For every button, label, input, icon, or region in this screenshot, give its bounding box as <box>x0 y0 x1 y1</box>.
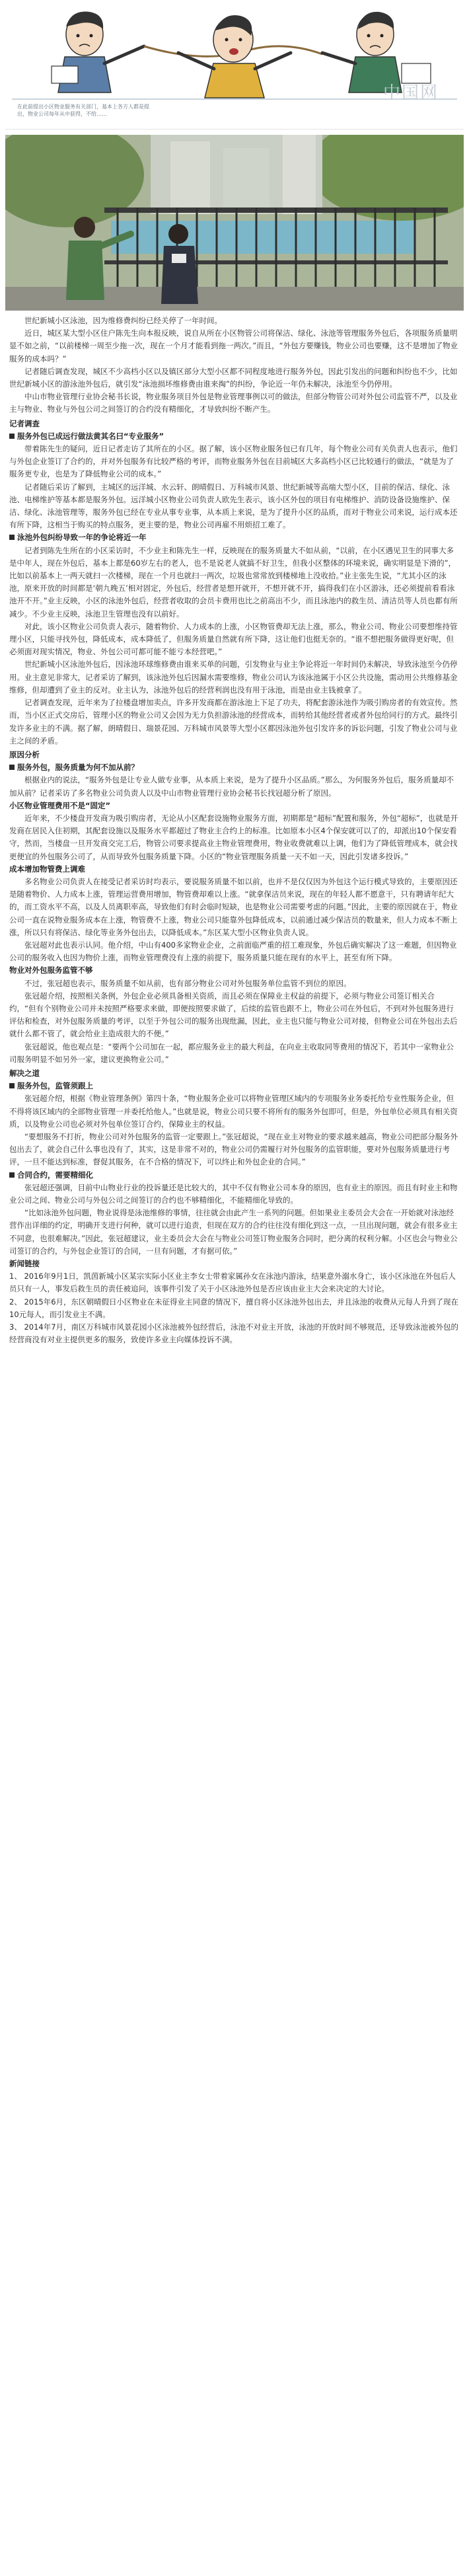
sub-heading-text: 服务外包，监管须跟上 <box>17 1081 93 1091</box>
body-paragraph: 记者随后采访了解到，主城区的远洋城、水云轩、朗晴假日、万科城市风景、世纪新城等高端大型小区，目前的保洁、绿化、泳池、电梯维护等基本都是服务外包。远洋城小区物业公司负责人欧先生表示，该小区外包的项目有电梯维护、消防设备设施维护、保洁、绿化、泳池管理等，服务外包已经在专业从事专业事，从本质上来说，是为了提升小区的品质，而对于物业公司来说，运行成本还有所下降，这相当于购买的特点服务，更主要的是，物业公司再雇不用烦招工难了。 <box>9 482 458 530</box>
photo-drawing <box>5 135 464 311</box>
sub-heading-text: 服务外包，服务质量为何不加从前？ <box>17 763 139 773</box>
sub-heading-text: 合同合约，需要精细化 <box>17 1170 93 1180</box>
watermark-logo: 中国网 <box>382 83 439 103</box>
sub-heading <box>9 761 460 774</box>
body-paragraph: “比如泳池外包问题，物业说得是泳池维修的事情，往往就会由此产生一系列的问题。但如果业主委员会大会在一开始就对泳池经营作出详细的约定，明确开支进行何种，就可以进行追责，但现在双方的合约往往没有细化到这一点，一旦出现问题，就会有很多业主不同意，也很难解决。”因此，张冠超建议，业主委员会大会在与物业公司签订物业服务合同时，把分离的权利分解。小区也会与物业公司签订的合约，与外包企业签订的合同，一旦有问题，才有据可依。” <box>9 1208 458 1256</box>
intro-paragraph: 世纪新城小区泳池，因为维修费纠纷已经关停了一年时间。 <box>24 316 222 325</box>
intro-paragraph: 记者随后调查发现，城区不少高档小区以及镇区部分大型小区都不同程度地进行服务外包，因此引发出的问题和纠纷也不少，比如世纪新城小区的游泳池外包后，就引发“泳池损坏维修费由谁来掏”的纠纷，争论近一年仍未解决，泳池至今仍停用。 <box>9 366 458 389</box>
sub-heading <box>9 430 460 443</box>
minor-heading: 物业对外包服务监管不够 <box>9 966 93 975</box>
body-paragraph: 多名物业公司负责人在接受记者采访时均表示，要说服务质量不如以前，也并不是仅仅因为外包这个运行模式导致的，主要原因还是随着物价、人力成本上涨，管理运营费用增加，物管费却难以上涨。“就拿保洁员来说，现在的年轻人都不愿意干，只有聘请年纪大的，而工资水平不高，以及人员离职率高，导致他们有时会临时短缺，也是物业公司需要考虑的问题。”因此，主要的原因就在于，物业公司一直在说物业服务成本在上涨，物管费不上涨，物业公司只能靠外包降低成本，以前通过减少保洁员的数量来，但人力成本不断上涨，所以只有将保洁、绿化等业务外包出去，以降低成本。”东区某大型小区物业负责人说。 <box>9 876 458 937</box>
numbered-item: 1、 2016年9月1日，凯茵新城小区某宗实际小区业主李女士带着家属孙女在泳池内游泳，结果意外溺水身亡，该小区泳池在外包后人员只有一人，事发后救生员的责任被追问，该事件引发了关于小区泳池外包是否应该由业主大会来决定的大讨论。 <box>9 1271 456 1294</box>
article-body <box>5 311 464 1346</box>
cartoon-right-man <box>322 12 431 93</box>
body-paragraph: 记者到陈先生所在的小区采访时，不少业主和陈先生一样，反映现在的服务质量大不如从前，“以前，在小区遇见卫生的同事大多是中年人，现在外包后，基本上都是60岁左右的老人，也不是说老人就搞不好卫生，但我小区整体的环境来说，确实明显是下滑的”，比如以前基本上一两天就扫一次楼梯，现在一个月也就扫一两次，垃圾也常常放到楼梯地上没收拾。”业主张先生说，“尤其小区的泳池，原来开放的时间都是‘朝九晚五’相对固定，外包后，经营者是想开就开，不想开就不开，搞得我们在小区游泳，还必须提前看看泳池开不开。”业主反映，小区的泳池外包后，经营者收取的会员卡费用也比之前高出不少，而且泳池内的救生员、清洁员等人员也都有所减少。不少业主反映，泳池卫生管理也没有以前好。 <box>9 545 458 619</box>
cartoon-left-man <box>52 11 144 93</box>
sub-heading-text: 服务外包已成远行做法黄其名曰“专业服务” <box>17 431 164 441</box>
square-bullet-icon <box>9 1083 15 1088</box>
body-paragraph: 张冠超对此也表示认同。他介绍，中山有400多家物业企业，之前面临严重的招工难现象，外包后确实解决了这一难题，但因物业公司的服务收入也因为物价上涨，而物业管理费没有上涨的前提下，服务质量只能在现有的水平上，甚至有所下降。 <box>9 940 457 963</box>
body-paragraph: 记者调查发现，近年来为了拉楼盘增加卖点，许多开发商都在游泳池上下足了功夫，将配套游泳池作为吸引购房者的有效宣传。然而，当小区正式交房后，管理小区的物业公司又会因为无力负担游泳池的经营成本，而转给其他经营者或者外包给同行的方式。最终引发许多业主的不满。据了解，朗晴假日、瑞景花园、万科城市风景等大型小区都因泳池外包引发许多的诉讼问题，引发了物业公司与业主之间的矛盾。 <box>9 698 458 745</box>
square-bullet-icon <box>9 535 15 540</box>
section-heading: 原因分析 <box>9 749 40 759</box>
body-paragraph: 张冠超还强调，目前中山物业行业的投诉量还是比较大的，其中不仅有物业公司本身的原因，也有业主的原因。而且有时业主和物业公司之间、物业公司与外包公司之间签订的合约也不够精细化，不能精细化导致的。 <box>9 1182 458 1205</box>
minor-heading: 成本增加物管费上调难 <box>9 864 85 874</box>
news-photo <box>5 135 464 311</box>
sub-heading <box>9 1080 460 1092</box>
minor-heading: 小区物业管理费用不是“固定” <box>9 800 111 810</box>
intro-paragraph: 近日，城区某大型小区住户陈先生向本报反映，说自从所在小区物管公司将保洁、绿化、泳池等管理服务外包后，各项服务质量明显不如之前，“以前楼梯一周至少拖一次，现在一个月才能看到拖一两次。”而且，“外包方要赚钱，物业公司也要赚，这不是增加了物业服务的成本吗？” <box>9 328 458 363</box>
body-paragraph: 世纪新城小区泳池外包后，因泳池环球维修费由谁来买单的问题，引发物业与业主争论将近一年时间仍未解决，导致泳池至今仍停用。业主意见非常大，记者采访了解到，该泳池外包后因漏水需要维修，物业公司认为该泳池属于小区公共设施，需动用公共维修基金维修，但却遭到了业主的反对。业主认为，泳池外包后的经营利润也没有用于泳池，而是由业主钱被拿了。 <box>9 660 458 695</box>
body-paragraph: 张冠超说，他也观点是：“要两个公司加在一起，都应服务业主的最大利益，在向业主收取同等费用的情况下，若其中一家物业公司服务明显不如另外一家，建议更换物业公司。” <box>9 1042 454 1064</box>
body-paragraph: “要想服务不打折，物业公司对外包服务的监管一定要跟上。”张冠超说，“现在业主对物业的要求越来越高，物业公司把部分服务外包出去了，就会自己什么事也没有了，其实，这是非常不对的，物业公司仍需履行对外包服务的监管职能，要对外包服务质量进行考评，一旦不能达到标准，督促其服务，在不合格的情况下，可以终止和外包企业的合同。” <box>9 1132 458 1167</box>
sub-heading <box>9 1169 460 1182</box>
intro-paragraph: 中山市物业管理行业协会秘书长说，物业服务项目外包是物业管理事例以可的做法，但部分物管公司对外包公司监管不严，以及业主与物业、物业与外包公司之间签订的合约没有精细化，才导致纠纷不断产生。 <box>9 392 458 414</box>
square-bullet-icon <box>9 434 15 439</box>
section-heading: 解决之道 <box>9 1068 40 1078</box>
body-paragraph: 张冠超介绍，根据《物业管理条例》第四十条，“物业服务企业可以将物业管理区域内的专项服务业务委托给专业性服务企业，但不得将该区域内的全部物业管理一并委托给他人。”也就是说，物业公司只要不将所有的服务外包即可，但是，外包单位必须具有相关资质，以及物业公司也必须对外包单位签订合约，保障业主的权益。 <box>9 1094 458 1129</box>
cartoon-note: 在此前提出小区物业服务有关部门，基本上各方人都是提出，物业公司每年从中获得，不给…… <box>17 104 149 117</box>
body-paragraph: 对此，该小区物业公司负责人表示，随着物价、人力成本的上涨，小区物管费却无法上涨，那么，物业公司、物业公司要想维持管理小区，只能寻找外包，降低成本，成本降低了，但服务质量自然就有所下降，这让他们也挺无奈的。“谁不想把服务做得更好呢，但必须面对现实情况，物业、外包公司可都可能不能亏本经营吧。” <box>9 621 458 657</box>
sub-heading <box>9 531 460 544</box>
body-paragraph: 近年来，不少楼盘开发商为吸引购房者，无论从小区配套设施物业服务方面，初期都是“超标”配置和服务，外包“超标”，也就是开发商在居民入住初期，其配套设施以及服务水平都超过了物业主合约上的标准。比如原本小区4个保安就可以了的，却派出10个保安看守，然而，当楼盘一旦开发商交完工后，物管公司要求提高业主物业管理费用，物业收费就难以上调，他们为了降低管理成本，就会找更便宜的外包服务公司了，从而导致外包服务质量下降。小区的“物业管理服务质量一天不如一天，因此引发诸多投诉。” <box>9 813 458 861</box>
body-paragraph: 根据业内的说法，“服务外包是让专业人做专业事，从本质上来说，是为了提升小区品质。”那么，为何服务外包后，服务质量却不加从前？记者采访了多名物业公司负责人以及中山市物业管理行业协会秘书长找冠超分析了原因。 <box>9 775 454 798</box>
numbered-item: 3、 2014年7月，南区万科城市风景花园小区泳池被外包经营后，泳池不对业主开放，泳池的开放时间不够规范，还导致泳池被外包的经营商没有对业主提供更多的服务，致使许多业主向媒体投诉不满。 <box>9 1322 459 1345</box>
sub-heading-text: 泳池外包纠纷导致一年的争论将近一年 <box>17 533 147 543</box>
body-paragraph: 不过，张冠超也表示，服务质量不如从前，也有部分物业公司对外包服务单位监管不到位的原因。 <box>24 978 351 988</box>
minor-heading: 新闻链接 <box>9 1259 40 1269</box>
numbered-item: 2、 2015年6月，东区朝晴假日小区物业在未征得业主同意的情况下，擅自将小区泳池外包出去，并且泳池的收费从元每人升到了现在10元每人，而引发业主不满。 <box>9 1297 459 1319</box>
section-heading: 记者调查 <box>9 418 40 428</box>
body-paragraph: 带着陈先生的疑问，近日记者走访了其所在的小区。据了解，该小区物业服务包已有几年，每个物业公司有关负责人也表示，他们与外包企业签订了合约的，并对外包服务有比较严格的考评，而物业服务外包在目前城区大多高档小区已比较通行的做法，“就是为了服务更专业，也是为了降低物业公司的成本。” <box>9 444 458 479</box>
cartoon-illustration <box>5 0 464 130</box>
square-bullet-icon <box>9 765 15 770</box>
body-paragraph: 张冠超介绍，按照相关条例，外包企业必须具备相关资质，而且必须在保障业主权益的前提下，必须与物业公司签订相关合约，“但有个别物业公司并未按照严格要求来做，即便按照要求做了，后续的监管也跟不上，物业公司在外包后，不到对外包服务进行评估和检查，对外包服务质量的考评，以至于外包公司的服务出现纰漏，因此，业主也只能与物业公司对接，但物业公司在外包出去后就什么都不管了，就会给业主造成很大的不便。” <box>9 991 458 1039</box>
square-bullet-icon <box>9 1172 15 1178</box>
